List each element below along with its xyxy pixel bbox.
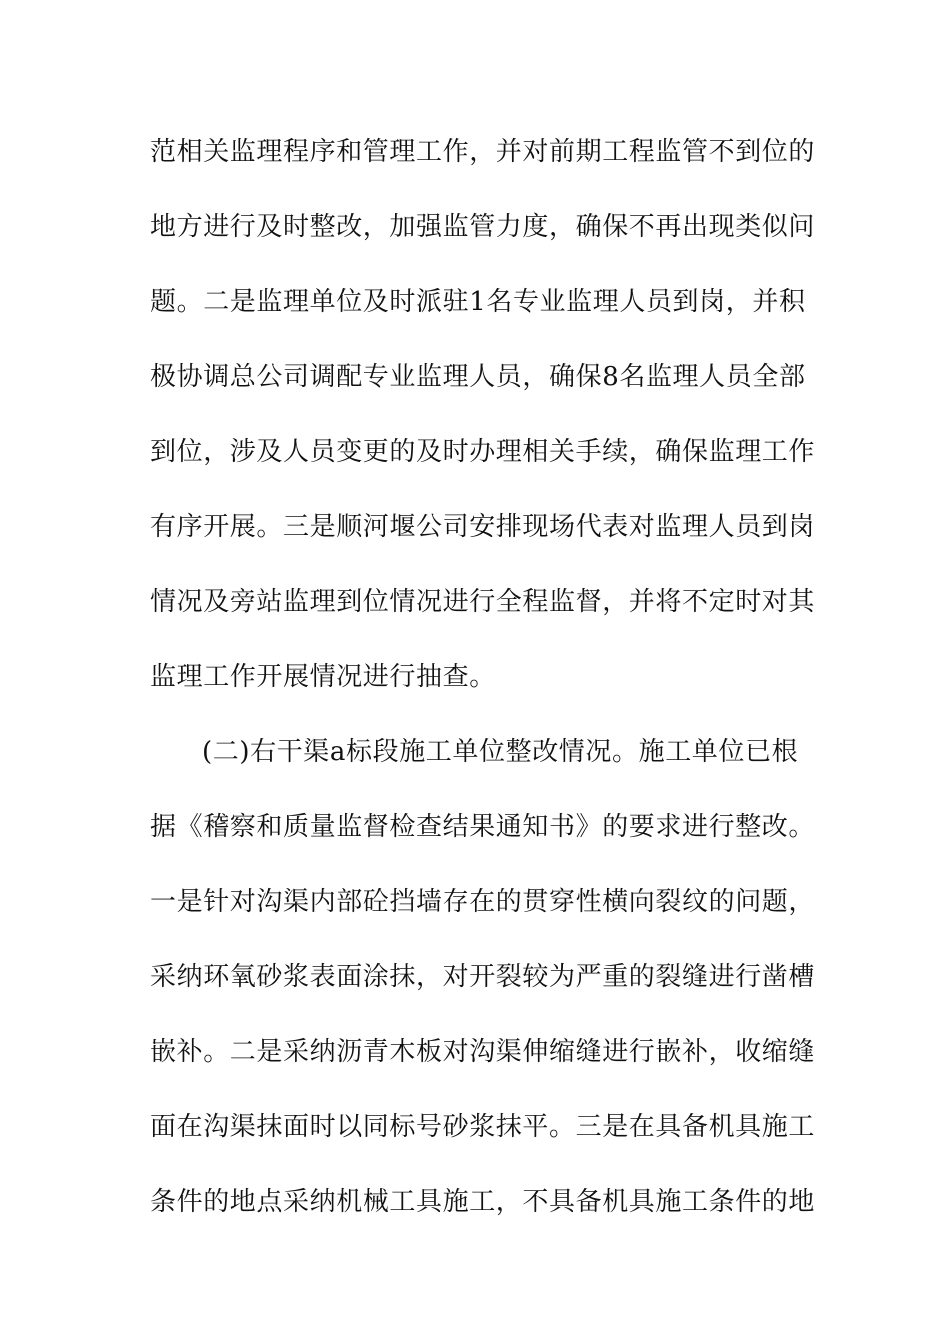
body-text xyxy=(150,126,816,1251)
text-line: 监理工作开展情况进行抽查。 xyxy=(150,662,496,692)
section-heading-line: (二)右干渠a标段施工单位整改情况。施工单位已根 xyxy=(202,737,799,767)
text-line: 地方进行及时整改，加强监管力度，确保不再出现类似问 xyxy=(150,212,816,242)
text-line: 有序开展。三是顺河堰公司安排现场代表对监理人员到岗 xyxy=(150,512,816,542)
text-line: 一是针对沟渠内部砼挡墙存在的贯穿性横向裂纹的问题， xyxy=(150,887,816,917)
text-line: 面在沟渠抹面时以同标号砂浆抹平。三是在具备机具施工 xyxy=(150,1112,816,1142)
text-line: 嵌补。二是采纳沥青木板对沟渠伸缩缝进行嵌补，收缩缝 xyxy=(150,1037,816,1067)
text-line: 到位，涉及人员变更的及时办理相关手续，确保监理工作 xyxy=(150,437,816,467)
text-line: 据《稽察和质量监督检查结果通知书》的要求进行整改。 xyxy=(150,812,816,842)
text-line: 条件的地点采纳机械工具施工，不具备机具施工条件的地 xyxy=(150,1187,816,1217)
text-line: 题。二是监理单位及时派驻1名专业监理人员到岗，并积 xyxy=(150,287,806,317)
text-line: 极协调总公司调配专业监理人员，确保8名监理人员全部 xyxy=(150,362,806,392)
text-line: 范相关监理程序和管理工作，并对前期工程监管不到位的 xyxy=(150,137,816,167)
text-line: 采纳环氧砂浆表面涂抹，对开裂较为严重的裂缝进行凿槽 xyxy=(150,962,816,992)
text-line: 情况及旁站监理到位情况进行全程监督，并将不定时对其 xyxy=(150,587,816,617)
